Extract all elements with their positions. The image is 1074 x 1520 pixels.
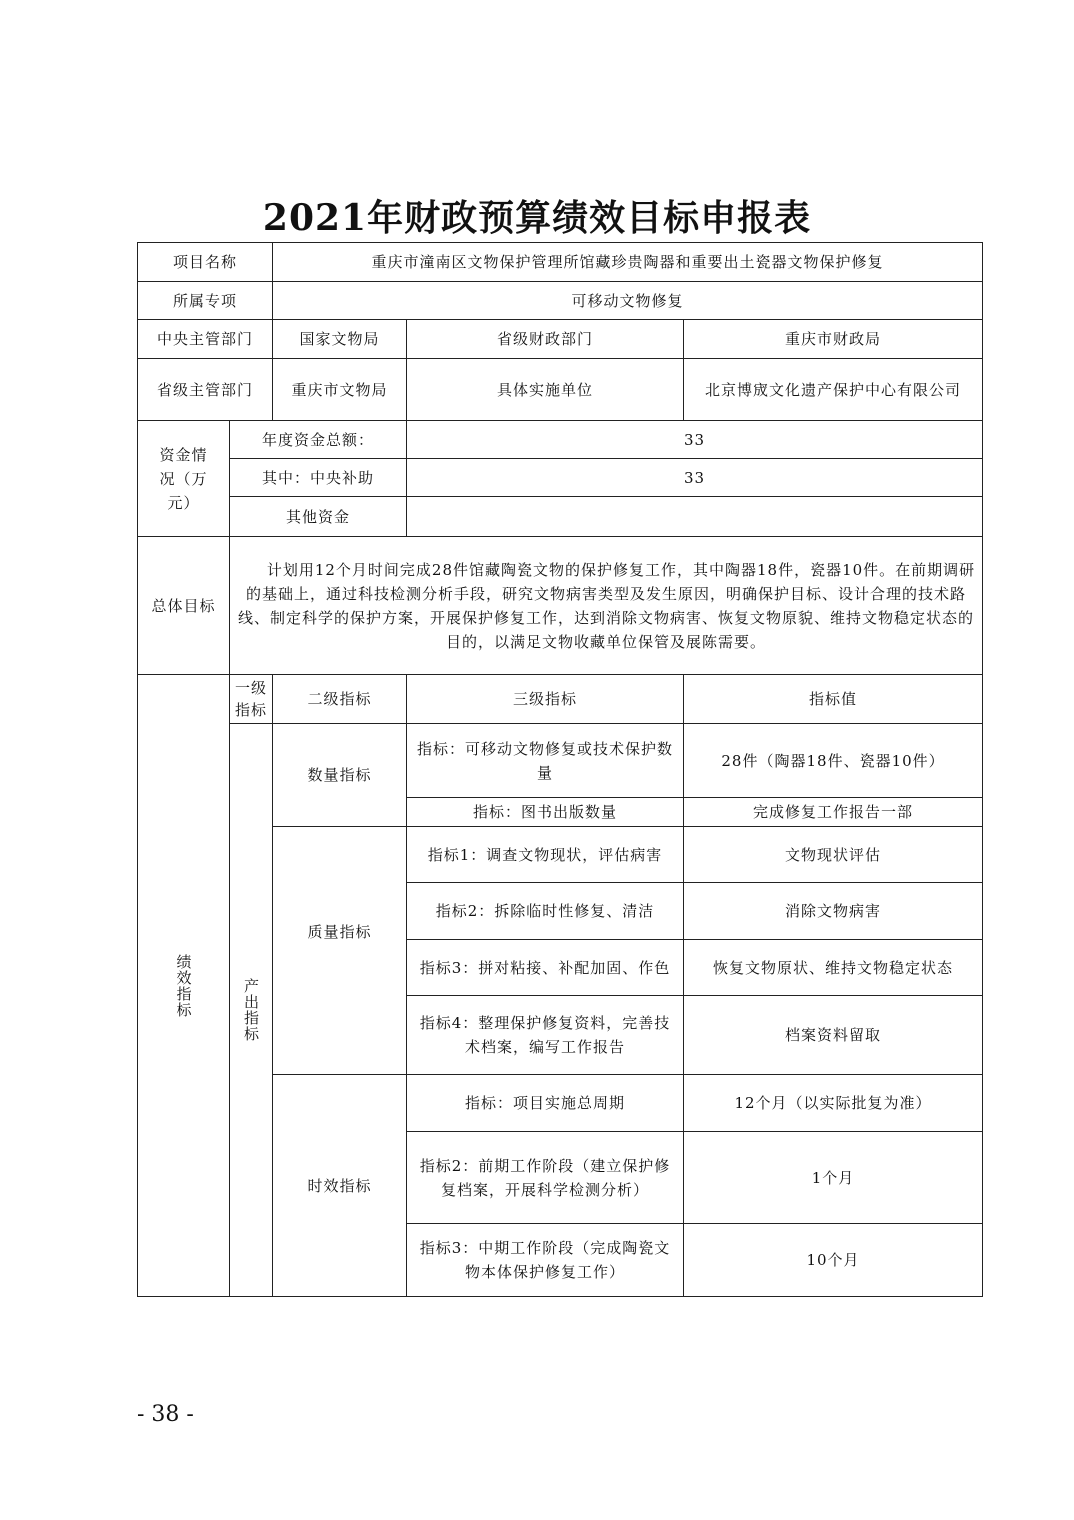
funds-other-label: 其他资金 [230,497,407,537]
row-central-dept [138,320,983,359]
timeliness-label: 时效指标 [273,1075,407,1297]
prov-finance-label: 省级财政部门 [407,320,684,359]
quality-name-4: 指标4：整理保护修复资料，完善技术档案，编写工作报告 [407,996,684,1075]
prov-dept-value: 重庆市文物局 [273,359,407,421]
quality-name-2: 指标2：拆除临时性修复、清洁 [407,883,684,940]
timeliness-name-2: 指标2：前期工作阶段（建立保护修复档案，开展科学检测分析） [407,1132,684,1224]
level3-header: 三级指标 [407,675,684,724]
row-funds-other [138,497,983,537]
level1-output-label: 产出指标 [230,724,273,1297]
performance-target-table [137,242,983,1297]
funds-central-label: 其中：中央补助 [230,459,407,497]
level1-header: 一级指标 [230,675,273,724]
level2-header: 二级指标 [273,675,407,724]
row-goal [138,537,983,675]
goal-text: 计划用12个月时间完成28件馆藏陶瓷文物的保护修复工作，其中陶器18件，瓷器10件。在前期调研的基础上，通过科技检测分析手段，研究文物病害类型及发生原因，明确保护目标、设计合理的技术路线、制定科学的保护方案，开展保护修复工作，达到消除文物病害、恢复文物原貌、维持文物稳定状态的目的，以满足文物收藏单位保管及展陈需要。 [238,560,976,651]
prov-dept-label: 省级主管部门 [138,359,273,421]
funds-central-value: 33 [407,459,983,497]
quality-value-3: 恢复文物原状、维持文物稳定状态 [684,940,983,996]
page-title: 2021年财政预算绩效目标申报表 [262,197,812,239]
timeliness-value-2: 1个月 [684,1132,983,1224]
row-indicator-header [138,675,983,724]
funds-total-value: 33 [407,421,983,459]
impl-unit-value: 北京博宬文化遗产保护中心有限公司 [684,359,983,421]
timeliness-name-3: 指标3：中期工作阶段（完成陶瓷文物本体保护修复工作） [407,1224,684,1297]
page-number: - 38 - [137,1402,194,1427]
quality-name-3: 指标3：拼对粘接、补配加固、作色 [407,940,684,996]
row-category [138,282,983,320]
row-funds-total [138,421,983,459]
timeliness-value-3: 10个月 [684,1224,983,1297]
row-quantity-1 [138,724,983,798]
central-dept-value: 国家文物局 [273,320,407,359]
funds-total-label: 年度资金总额： [230,421,407,459]
impl-unit-label: 具体实施单位 [407,359,684,421]
quantity-name-2: 指标：图书出版数量 [407,798,684,827]
row-project-name [138,243,983,282]
project-name-value: 重庆市潼南区文物保护管理所馆藏珍贵陶器和重要出土瓷器文物保护修复 [273,243,983,282]
timeliness-value-1: 12个月（以实际批复为准） [684,1075,983,1132]
category-value: 可移动文物修复 [273,282,983,320]
central-dept-label: 中央主管部门 [138,320,273,359]
quality-value-2: 消除文物病害 [684,883,983,940]
quality-value-4: 档案资料留取 [684,996,983,1075]
goal-label: 总体目标 [138,537,230,675]
funds-label: 资金情况（万元） [138,421,230,537]
quality-label: 质量指标 [273,827,407,1075]
quality-value-1: 文物现状评估 [684,827,983,883]
indicators-section-label: 绩效指标 [138,675,230,1297]
quantity-label: 数量指标 [273,724,407,827]
row-prov-dept [138,359,983,421]
project-name-label: 项目名称 [138,243,273,282]
quantity-value-1: 28件（陶器18件、瓷器10件） [684,724,983,798]
quantity-value-2: 完成修复工作报告一部 [684,798,983,827]
funds-other-value [407,497,983,537]
row-funds-central [138,459,983,497]
timeliness-name-1: 指标：项目实施总周期 [407,1075,684,1132]
category-label: 所属专项 [138,282,273,320]
value-header: 指标值 [684,675,983,724]
quality-name-1: 指标1：调查文物现状，评估病害 [407,827,684,883]
quantity-name-1: 指标：可移动文物修复或技术保护数量 [407,724,684,798]
prov-finance-value: 重庆市财政局 [684,320,983,359]
